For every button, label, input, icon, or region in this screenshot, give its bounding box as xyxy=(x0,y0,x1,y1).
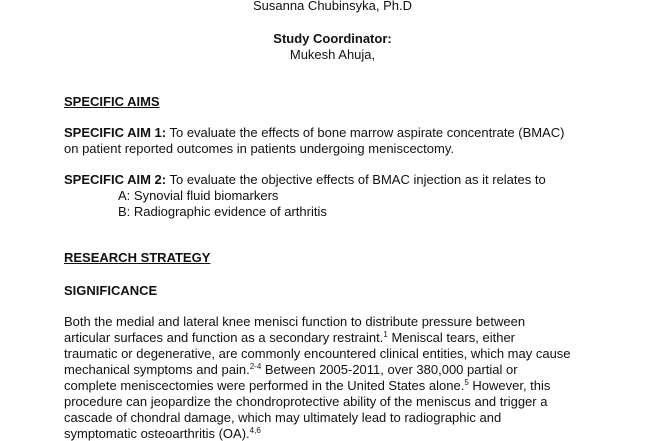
text-run: complete meniscectomies were performed in the United States alone. xyxy=(64,378,465,393)
text-run: Between 2005-2011, over 380,000 partial or xyxy=(261,362,518,377)
aim2-sub-b: B: Radiographic evidence of arthritis xyxy=(118,204,327,219)
paragraph-line: procedure can jeopardize the chondroprotective ability of the meniscus and trigger a xyxy=(64,394,548,409)
paragraph-line xyxy=(64,378,550,393)
citation-superscript: 4,6 xyxy=(249,426,261,435)
paragraph-line xyxy=(64,426,261,441)
coordinator-label: Study Coordinator: xyxy=(273,31,392,46)
aim1-text: To evaluate the effects of bone marrow aspirate concentrate (BMAC) xyxy=(166,125,565,140)
aim2-line1 xyxy=(64,172,546,187)
text-run: mechanical symptoms and pain. xyxy=(64,362,250,377)
aim2-sub-a: A: Synovial fluid biomarkers xyxy=(118,188,279,203)
paragraph-line xyxy=(64,362,518,377)
aim2-label: SPECIFIC AIM 2: xyxy=(64,172,167,187)
text-run: symptomatic osteoarthritis (OA). xyxy=(64,426,250,441)
text-run: However, this xyxy=(468,378,551,393)
paragraph-line xyxy=(64,330,515,345)
aim1-line1 xyxy=(64,125,565,140)
coordinator-name: Mukesh Ahuja, xyxy=(289,47,376,62)
paragraph-line: Both the medial and lateral knee menisci function to distribute pressure between xyxy=(64,314,526,329)
text-run: articular surfaces and function as a secondary restraint. xyxy=(64,330,384,345)
paragraph-line: traumatic or degenerative, are commonly encountered clinical entities, which may cause xyxy=(64,346,571,361)
aim1-label: SPECIFIC AIM 1: xyxy=(64,125,167,140)
aim1-line2: on patient reported outcomes in patients undergoing meniscectomy. xyxy=(64,141,454,156)
citation-superscript: 2-4 xyxy=(249,362,262,371)
research-strategy-heading: RESEARCH STRATEGY xyxy=(64,250,211,265)
citation-superscript: 5 xyxy=(464,378,469,387)
text-run: Meniscal tears, either xyxy=(387,330,516,345)
significance-heading: SIGNIFICANCE xyxy=(64,283,158,298)
paragraph-line: cascade of chondral damage, which may ultimately lead to radiographic and xyxy=(64,410,502,425)
specific-aims-heading: SPECIFIC AIMS xyxy=(64,94,160,109)
citation-superscript: 1 xyxy=(383,330,388,339)
investigator-name: Susanna Chubinsyka, Ph.D xyxy=(253,0,412,13)
aim2-text: To evaluate the objective effects of BMAC injection as it relates to xyxy=(166,172,546,187)
